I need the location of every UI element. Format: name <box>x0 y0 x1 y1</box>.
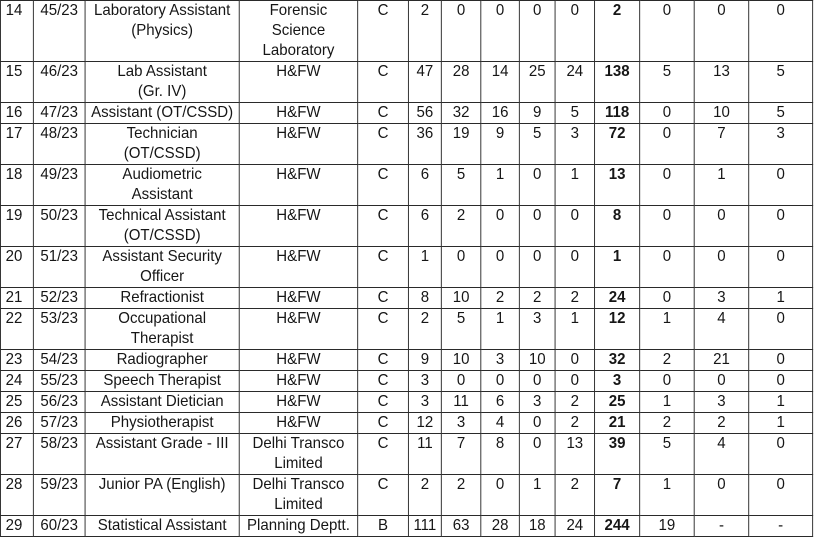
group-cell: C <box>358 434 409 475</box>
department-cell: Delhi Transco Limited <box>239 434 357 475</box>
department-cell: H&FW <box>239 165 357 206</box>
vacancy-cell: 3 <box>408 392 441 413</box>
post-name-cell: Radiographer <box>85 350 239 371</box>
department-cell: H&FW <box>239 350 357 371</box>
total-vacancy-cell: 3 <box>595 371 640 392</box>
reserved-cell: 0 <box>749 309 813 350</box>
table-row <box>0 350 812 371</box>
reserved-cell: 0 <box>640 247 695 288</box>
reserved-cell: 1 <box>694 165 749 206</box>
total-vacancy-cell: 32 <box>595 350 640 371</box>
total-vacancy-cell: 13 <box>595 165 640 206</box>
vacancy-cell: 0 <box>555 350 594 371</box>
reserved-cell: 13 <box>694 62 749 103</box>
reserved-cell: 3 <box>694 288 749 309</box>
post-name-cell: Statistical Assistant <box>85 516 239 537</box>
post-code-cell: 50/23 <box>33 206 85 247</box>
vacancy-cell: 2 <box>441 475 480 516</box>
vacancy-cell: 2 <box>408 1 441 62</box>
vacancy-cell: 0 <box>441 1 480 62</box>
serial-number-cell: 22 <box>0 309 33 350</box>
reserved-cell: 5 <box>749 62 813 103</box>
vacancy-cell: 11 <box>441 392 480 413</box>
vacancy-cell: 6 <box>408 165 441 206</box>
reserved-cell: 0 <box>749 371 813 392</box>
vacancy-cell: 2 <box>555 413 594 434</box>
post-code-cell: 46/23 <box>33 62 85 103</box>
reserved-cell: 0 <box>749 165 813 206</box>
post-code-cell: 51/23 <box>33 247 85 288</box>
vacancy-cell: 5 <box>519 124 555 165</box>
vacancy-cell: 28 <box>441 62 480 103</box>
post-code-cell: 45/23 <box>33 1 85 62</box>
table-row <box>0 288 812 309</box>
serial-number-cell: 26 <box>0 413 33 434</box>
serial-number-cell: 20 <box>0 247 33 288</box>
serial-number-cell: 15 <box>0 62 33 103</box>
vacancy-cell: 56 <box>408 103 441 124</box>
vacancy-cell: 9 <box>519 103 555 124</box>
reserved-cell: 0 <box>749 434 813 475</box>
vacancy-cell: 5 <box>555 103 594 124</box>
group-cell: C <box>358 124 409 165</box>
serial-number-cell: 29 <box>0 516 33 537</box>
table-row <box>0 62 812 103</box>
post-name-cell: Junior PA (English) <box>85 475 239 516</box>
vacancy-cell: 2 <box>555 392 594 413</box>
post-name-cell: Occupational Therapist <box>85 309 239 350</box>
reserved-cell: 0 <box>749 475 813 516</box>
serial-number-cell: 16 <box>0 103 33 124</box>
department-cell: H&FW <box>239 371 357 392</box>
vacancy-cell: 4 <box>481 413 520 434</box>
table-row <box>0 165 812 206</box>
vacancy-cell: 10 <box>441 350 480 371</box>
reserved-cell: 2 <box>640 350 695 371</box>
department-cell: H&FW <box>239 413 357 434</box>
post-code-cell: 57/23 <box>33 413 85 434</box>
vacancy-cell: 0 <box>481 1 520 62</box>
reserved-cell: 1 <box>749 392 813 413</box>
vacancy-cell: 2 <box>555 475 594 516</box>
reserved-cell: 3 <box>749 124 813 165</box>
post-code-cell: 56/23 <box>33 392 85 413</box>
reserved-cell: 0 <box>640 165 695 206</box>
reserved-cell: 0 <box>640 288 695 309</box>
vacancy-cell: 0 <box>481 475 520 516</box>
post-code-cell: 55/23 <box>33 371 85 392</box>
reserved-cell: 2 <box>694 413 749 434</box>
department-cell: Planning Deptt. <box>239 516 357 537</box>
vacancy-cell: 2 <box>408 475 441 516</box>
vacancy-cell: 111 <box>408 516 441 537</box>
reserved-cell: 7 <box>694 124 749 165</box>
vacancy-cell: 0 <box>441 371 480 392</box>
group-cell: C <box>358 475 409 516</box>
reserved-cell: 1 <box>749 288 813 309</box>
reserved-cell: 4 <box>694 434 749 475</box>
reserved-cell: 0 <box>694 247 749 288</box>
reserved-cell: 0 <box>640 371 695 392</box>
serial-number-cell: 24 <box>0 371 33 392</box>
department-cell: Delhi Transco Limited <box>239 475 357 516</box>
vacancy-cell: 36 <box>408 124 441 165</box>
vacancy-cell: 1 <box>481 165 520 206</box>
department-cell: H&FW <box>239 103 357 124</box>
vacancy-cell: 32 <box>441 103 480 124</box>
total-vacancy-cell: 1 <box>595 247 640 288</box>
vacancy-cell: 0 <box>519 371 555 392</box>
vacancy-cell: 2 <box>555 288 594 309</box>
reserved-cell: - <box>694 516 749 537</box>
reserved-cell: 10 <box>694 103 749 124</box>
department-cell: H&FW <box>239 392 357 413</box>
group-cell: B <box>358 516 409 537</box>
post-name-cell: Laboratory Assistant (Physics) <box>85 1 239 62</box>
reserved-cell: 0 <box>640 206 695 247</box>
vacancy-cell: 3 <box>555 124 594 165</box>
total-vacancy-cell: 7 <box>595 475 640 516</box>
vacancy-cell: 1 <box>408 247 441 288</box>
vacancy-cell: 2 <box>481 288 520 309</box>
vacancy-cell: 0 <box>555 247 594 288</box>
group-cell: C <box>358 309 409 350</box>
department-cell: H&FW <box>239 124 357 165</box>
serial-number-cell: 21 <box>0 288 33 309</box>
total-vacancy-cell: 21 <box>595 413 640 434</box>
serial-number-cell: 25 <box>0 392 33 413</box>
group-cell: C <box>358 165 409 206</box>
vacancy-cell: 0 <box>555 206 594 247</box>
vacancy-cell: 0 <box>481 206 520 247</box>
table-row <box>0 124 812 165</box>
post-name-cell: Speech Therapist <box>85 371 239 392</box>
post-code-cell: 53/23 <box>33 309 85 350</box>
reserved-cell: 5 <box>749 103 813 124</box>
post-code-cell: 47/23 <box>33 103 85 124</box>
reserved-cell: 0 <box>640 1 695 62</box>
vacancy-cell: 0 <box>519 1 555 62</box>
table-row <box>0 475 812 516</box>
vacancy-cell: 24 <box>555 516 594 537</box>
group-cell: C <box>358 103 409 124</box>
post-code-cell: 54/23 <box>33 350 85 371</box>
vacancy-cell: 5 <box>441 309 480 350</box>
reserved-cell: 5 <box>640 62 695 103</box>
vacancy-cell: 12 <box>408 413 441 434</box>
vacancy-cell: 3 <box>481 350 520 371</box>
vacancy-cell: 0 <box>481 247 520 288</box>
total-vacancy-cell: 138 <box>595 62 640 103</box>
post-name-cell: Technician (OT/CSSD) <box>85 124 239 165</box>
reserved-cell: 4 <box>694 309 749 350</box>
reserved-cell: - <box>749 516 813 537</box>
reserved-cell: 5 <box>640 434 695 475</box>
post-name-cell: Assistant Security Officer <box>85 247 239 288</box>
table-row <box>0 309 812 350</box>
vacancy-cell: 8 <box>481 434 520 475</box>
group-cell: C <box>358 288 409 309</box>
reserved-cell: 0 <box>749 1 813 62</box>
vacancy-cell: 0 <box>555 371 594 392</box>
vacancy-cell: 0 <box>481 371 520 392</box>
group-cell: C <box>358 1 409 62</box>
post-name-cell: Refractionist <box>85 288 239 309</box>
vacancy-cell: 5 <box>441 165 480 206</box>
group-cell: C <box>358 62 409 103</box>
vacancy-cell: 3 <box>519 309 555 350</box>
group-cell: C <box>358 392 409 413</box>
serial-number-cell: 27 <box>0 434 33 475</box>
vacancy-cell: 1 <box>519 475 555 516</box>
vacancy-cell: 3 <box>441 413 480 434</box>
group-cell: C <box>358 350 409 371</box>
reserved-cell: 0 <box>694 206 749 247</box>
total-vacancy-cell: 2 <box>595 1 640 62</box>
department-cell: H&FW <box>239 309 357 350</box>
vacancy-cell: 10 <box>441 288 480 309</box>
vacancy-cell: 3 <box>408 371 441 392</box>
serial-number-cell: 14 <box>0 1 33 62</box>
reserved-cell: 19 <box>640 516 695 537</box>
total-vacancy-cell: 12 <box>595 309 640 350</box>
post-code-cell: 59/23 <box>33 475 85 516</box>
table-row <box>0 413 812 434</box>
table-row <box>0 247 812 288</box>
table-row <box>0 206 812 247</box>
department-cell: H&FW <box>239 247 357 288</box>
table-row <box>0 1 812 62</box>
vacancy-cell: 10 <box>519 350 555 371</box>
group-cell: C <box>358 206 409 247</box>
vacancy-cell: 11 <box>408 434 441 475</box>
vacancy-cell: 47 <box>408 62 441 103</box>
reserved-cell: 1 <box>640 392 695 413</box>
post-name-cell: Assistant Dietician <box>85 392 239 413</box>
vacancy-cell: 9 <box>408 350 441 371</box>
total-vacancy-cell: 25 <box>595 392 640 413</box>
reserved-cell: 0 <box>694 475 749 516</box>
vacancy-cell: 0 <box>441 247 480 288</box>
table-row <box>0 434 812 475</box>
post-name-cell: Assistant Grade - III <box>85 434 239 475</box>
department-cell: H&FW <box>239 62 357 103</box>
table-row <box>0 103 812 124</box>
post-code-cell: 52/23 <box>33 288 85 309</box>
vacancy-cell: 2 <box>441 206 480 247</box>
reserved-cell: 21 <box>694 350 749 371</box>
reserved-cell: 3 <box>694 392 749 413</box>
post-code-cell: 58/23 <box>33 434 85 475</box>
vacancy-cell: 0 <box>519 413 555 434</box>
reserved-cell: 1 <box>640 309 695 350</box>
table-body <box>0 1 812 537</box>
reserved-cell: 1 <box>640 475 695 516</box>
department-cell: Forensic Science Laboratory <box>239 1 357 62</box>
serial-number-cell: 23 <box>0 350 33 371</box>
vacancy-cell: 14 <box>481 62 520 103</box>
total-vacancy-cell: 244 <box>595 516 640 537</box>
reserved-cell: 0 <box>749 350 813 371</box>
vacancy-cell: 0 <box>519 247 555 288</box>
vacancy-cell: 9 <box>481 124 520 165</box>
post-name-cell: Assistant (OT/CSSD) <box>85 103 239 124</box>
vacancy-cell: 3 <box>519 392 555 413</box>
vacancy-cell: 2 <box>408 309 441 350</box>
vacancy-cell: 0 <box>519 434 555 475</box>
vacancy-cell: 0 <box>519 206 555 247</box>
vacancy-cell: 1 <box>555 165 594 206</box>
total-vacancy-cell: 8 <box>595 206 640 247</box>
vacancy-cell: 1 <box>555 309 594 350</box>
department-cell: H&FW <box>239 206 357 247</box>
table-row <box>0 516 812 537</box>
post-name-cell: Technical Assistant (OT/CSSD) <box>85 206 239 247</box>
group-cell: C <box>358 413 409 434</box>
table-row <box>0 392 812 413</box>
department-cell: H&FW <box>239 288 357 309</box>
vacancy-cell: 24 <box>555 62 594 103</box>
serial-number-cell: 18 <box>0 165 33 206</box>
reserved-cell: 0 <box>749 206 813 247</box>
reserved-cell: 1 <box>749 413 813 434</box>
serial-number-cell: 17 <box>0 124 33 165</box>
reserved-cell: 2 <box>640 413 695 434</box>
post-code-cell: 49/23 <box>33 165 85 206</box>
vacancy-cell: 7 <box>441 434 480 475</box>
vacancy-cell: 6 <box>408 206 441 247</box>
vacancy-cell: 25 <box>519 62 555 103</box>
post-name-cell: Audiometric Assistant <box>85 165 239 206</box>
reserved-cell: 0 <box>640 124 695 165</box>
total-vacancy-cell: 39 <box>595 434 640 475</box>
vacancy-cell: 28 <box>481 516 520 537</box>
group-cell: C <box>358 371 409 392</box>
vacancy-cell: 13 <box>555 434 594 475</box>
serial-number-cell: 28 <box>0 475 33 516</box>
post-name-cell: Physiotherapist <box>85 413 239 434</box>
table-row <box>0 371 812 392</box>
total-vacancy-cell: 118 <box>595 103 640 124</box>
serial-number-cell: 19 <box>0 206 33 247</box>
total-vacancy-cell: 72 <box>595 124 640 165</box>
total-vacancy-cell: 24 <box>595 288 640 309</box>
reserved-cell: 0 <box>749 247 813 288</box>
vacancy-cell: 0 <box>555 1 594 62</box>
vacancy-cell: 19 <box>441 124 480 165</box>
reserved-cell: 0 <box>640 103 695 124</box>
post-name-cell: Lab Assistant (Gr. IV) <box>85 62 239 103</box>
reserved-cell: 0 <box>694 1 749 62</box>
post-code-cell: 60/23 <box>33 516 85 537</box>
vacancy-cell: 16 <box>481 103 520 124</box>
vacancy-cell: 1 <box>481 309 520 350</box>
vacancy-cell: 63 <box>441 516 480 537</box>
vacancy-cell: 0 <box>519 165 555 206</box>
vacancy-cell: 2 <box>519 288 555 309</box>
vacancy-cell: 6 <box>481 392 520 413</box>
vacancy-cell: 8 <box>408 288 441 309</box>
reserved-cell: 0 <box>694 371 749 392</box>
post-code-cell: 48/23 <box>33 124 85 165</box>
vacancy-cell: 18 <box>519 516 555 537</box>
group-cell: C <box>358 247 409 288</box>
